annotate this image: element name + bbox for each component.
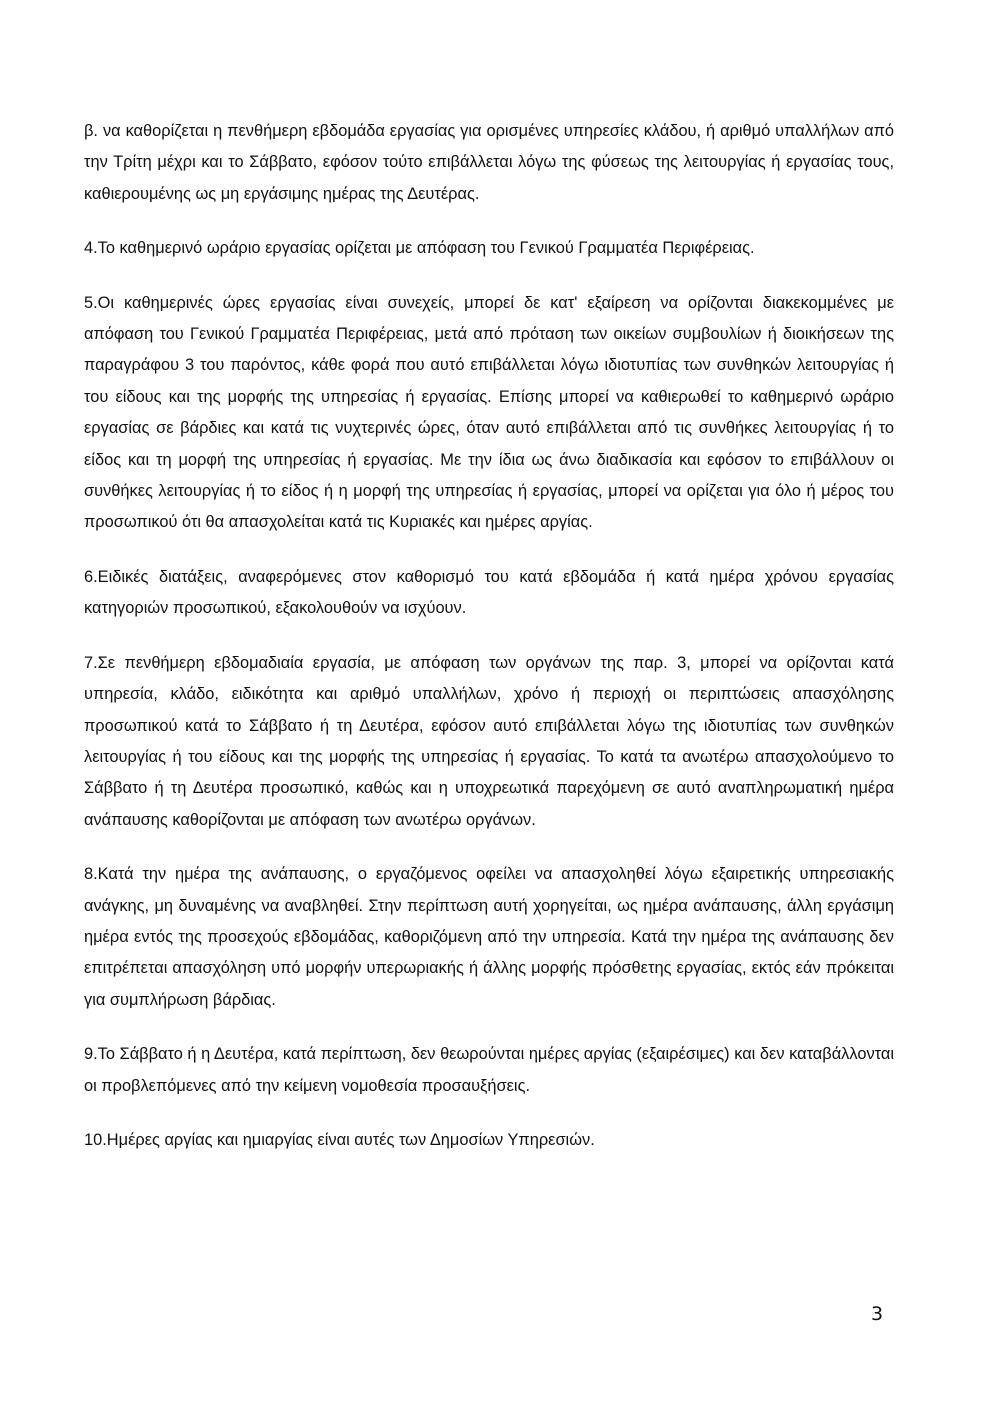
paragraph-9-not-holidays: 9.Το Σάββατο ή η Δευτέρα, κατά περίπτωση, δεν θεωρούνται ημέρες αργίας (εξαιρέσιμες) και δεν καταβάλλονται οι προβλεπόμενες από την κείμενη νομοθεσία προσαυξήσεις.	[84, 1045, 894, 1095]
page-number: 3	[871, 1303, 884, 1325]
paragraph-4-daily-schedule: 4.Το καθημερινό ωράριο εργασίας ορίζεται με απόφαση του Γενικού Γραμματέα Περιφέρειας.	[84, 239, 755, 258]
paragraph-7-saturday-monday-work: 7.Σε πενθήμερη εβδομαδιαία εργασία, με απόφαση των οργάνων της παρ. 3, μπορεί να ορίζονται κατά υπηρεσία, κλάδο, ειδικότητα και αριθμό υπαλλήλων, χρόνο ή περιοχή οι περιπτώσεις απασχόλησης προσωπικού κατά το Σάββατο ή τη Δευτέρα, εφόσον αυτό επιβάλλεται λόγω της ιδιοτυπίας των συνθηκών λειτουργίας ή του είδους και της μορφής της υπηρεσίας ή εργασίας. Το κατά τα ανωτέρω απασχολούμενο το Σάββατο ή τη Δευτέρα προσωπικό, καθώς και η υποχρεωτικά παρεχόμενη σε αυτό αναπληρωματική ημέρα ανάπαυσης καθορίζονται με απόφαση των ανωτέρω οργάνων.	[84, 653, 894, 829]
paragraph-6-special-provisions: 6.Ειδικές διατάξεις, αναφερόμενες στον καθορισμό του κατά εβδομάδα ή κατά ημέρα χρόνου εργασίας κατηγοριών προσωπικού, εξακολουθούν να ισχύουν.	[84, 567, 894, 618]
paragraph-8-rest-day: 8.Κατά την ημέρα της ανάπαυσης, ο εργαζόμενος οφείλει να απασχοληθεί λόγω εξαιρετικής υπηρεσιακής ανάγκης, μη δυναμένης να αναβληθεί. Στην περίπτωση αυτή χορηγείται, ως ημέρα ανάπαυσης, άλλη εργάσιμη ημέρα εντός της προσεχούς εβδομάδας, καθοριζόμενη από την υπηρεσία. Κατά την ημέρα της ανάπαυσης δεν επιτρέπεται απασχόληση υπό μορφήν υπερωριακής ή άλλης μορφής πρόσθετης εργασίας, εκτός εάν πρόκειται για συμπλήρωση βάρδιας.	[84, 865, 894, 1009]
document-page-body	[84, 116, 894, 1179]
paragraph-10-holidays: 10.Ημέρες αργίας και ημιαργίας είναι αυτές των Δημοσίων Υπηρεσιών.	[84, 1130, 595, 1149]
paragraph-5-working-hours: 5.Οι καθημερινές ώρες εργασίας είναι συνεχείς, μπορεί δε κατ' εξαίρεση να ορίζονται διακεκομμένες με απόφαση του Γενικού Γραμματέα Περιφέρειας, μετά από πρόταση των οικείων συμβουλίων ή διοικήσεων της παραγράφου 3 του παρόντος, κάθε φορά που αυτό επιβάλλεται λόγω ιδιοτυπίας των συνθηκών λειτουργίας ή του είδους και της μορφής της υπηρεσίας ή εργασίας. Επίσης μπορεί να καθιερωθεί το καθημερινό ωράριο εργασίας σε βάρδιες και κατά τις νυχτερινές ώρες, όταν αυτό επιβάλλεται από τις συνθήκες λειτουργίας ή το είδος και τη μορφή της υπηρεσίας ή εργασίας. Με την ίδια ως άνω διαδικασία και εφόσον το επιβάλλουν οι συνθήκες λειτουργίας ή το είδος ή η μορφή της υπηρεσίας ή εργασίας, μπορεί να ορίζεται για όλο ή μέρος του προσωπικού ότι θα απασχολείται κατά τις Κυριακές και ημέρες αργίας.	[84, 293, 894, 532]
paragraph-b-five-day-week: β. να καθορίζεται η πενθήμερη εβδομάδα εργασίας για ορισμένες υπηρεσίες κλάδου, ή αριθμό υπαλλήλων από την Τρίτη μέχρι και το Σάββατο, εφόσον τούτο επιβάλλεται λόγω της φύσεως της λειτουργίας ή εργασίας τους, καθιερουμένης ως μη εργάσιμης ημέρας της Δευτέρας.	[84, 122, 894, 203]
